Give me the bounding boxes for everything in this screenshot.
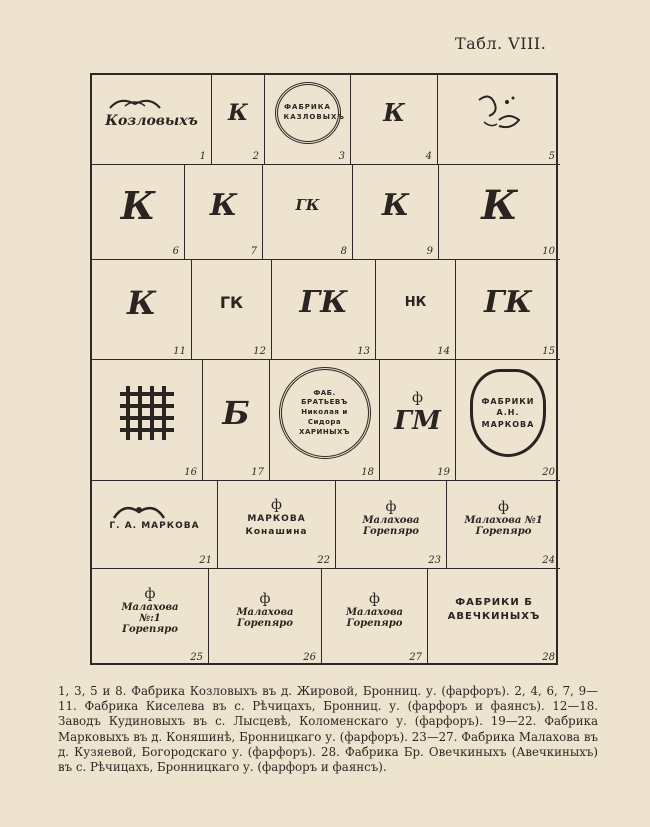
monogram: К xyxy=(381,187,410,223)
shield-stamp: ФАБРИКИ А.Н. МАРКОВА xyxy=(470,369,546,457)
mark-cell-3 xyxy=(265,75,351,165)
mark-cell-28 xyxy=(428,569,560,665)
cell-number: 3 xyxy=(338,151,345,162)
round-stamp: ФАБ. БРАТЬЕВЪ Николая и Сидора ХАРИНЫХЪ xyxy=(279,367,371,459)
cell-number: 18 xyxy=(361,467,374,478)
mark-cell-6 xyxy=(92,165,185,260)
mark-text: Малахова Горепяро xyxy=(345,607,404,629)
mark-cell-8 xyxy=(263,165,353,260)
monogram: ГК xyxy=(299,285,348,320)
mark-text: Малахова №1 Горепяро xyxy=(464,514,543,537)
mark-cell-16 xyxy=(92,360,203,481)
cell-number: 16 xyxy=(184,467,197,478)
mark-cell-7 xyxy=(185,165,263,260)
mark-cell-20 xyxy=(456,360,560,481)
cell-number: 1 xyxy=(199,151,206,162)
crown-icon: ф xyxy=(498,498,509,515)
marks-grid xyxy=(90,73,558,665)
cell-number: 12 xyxy=(253,346,266,357)
monogram: ГМ xyxy=(394,406,441,436)
monogram: К xyxy=(227,99,248,126)
round-stamp: ФАБРИКА КАЗЛОВЫХЪ xyxy=(275,82,341,144)
mark-cell-27 xyxy=(322,569,428,665)
plate-label: Табл. VIII. xyxy=(455,34,547,53)
cell-number: 24 xyxy=(542,555,555,566)
cell-number: 15 xyxy=(542,346,555,357)
mark-cell-25 xyxy=(92,569,209,665)
monogram: Б xyxy=(222,394,250,432)
cell-number: 9 xyxy=(426,246,433,257)
cell-number: 27 xyxy=(409,652,422,663)
monogram: К xyxy=(209,187,238,223)
mark-cell-21 xyxy=(92,481,218,569)
mark-cell-14 xyxy=(376,260,456,360)
monogram: К xyxy=(383,98,405,127)
mark-cell-19 xyxy=(380,360,456,481)
crown-icon: ф xyxy=(369,591,380,607)
cell-number: 19 xyxy=(437,467,450,478)
mark-cell-4 xyxy=(351,75,438,165)
plate-caption xyxy=(58,684,598,775)
mark-cell-10 xyxy=(439,165,560,260)
cell-number: 5 xyxy=(548,151,555,162)
cell-number: 7 xyxy=(250,246,257,257)
monogram: К xyxy=(126,283,157,322)
mark-cell-24 xyxy=(447,481,560,569)
mark-cell-22 xyxy=(218,481,336,569)
mark-text: ФАБРИКИ Б АВЕЧКИНЫХЪ xyxy=(447,597,541,622)
mark-cell-11 xyxy=(92,260,192,360)
cell-number: 20 xyxy=(542,467,555,478)
mark-text: Малахова Горепяро xyxy=(362,514,420,537)
crown-icon: ф xyxy=(144,585,156,602)
mark-text: Малахова Горепяро xyxy=(236,607,294,629)
mark-cell-13 xyxy=(272,260,376,360)
cell-number: 11 xyxy=(173,346,186,357)
crown-ornament-icon xyxy=(105,96,165,110)
mark-cell-5 xyxy=(438,75,560,165)
cell-number: 2 xyxy=(252,151,259,162)
flourish-icon xyxy=(469,90,529,136)
crown-icon: ф xyxy=(271,496,282,513)
mark-cell-1 xyxy=(92,75,212,165)
mark-cell-2 xyxy=(212,75,265,165)
mark-cell-9 xyxy=(353,165,439,260)
cell-number: 28 xyxy=(542,652,555,663)
crown-icon: ф xyxy=(259,591,271,607)
cell-number: 4 xyxy=(425,151,432,162)
monogram: ГК xyxy=(295,196,320,214)
cell-number: 23 xyxy=(428,555,441,566)
crown-icon: ф xyxy=(385,498,397,515)
cell-number: 21 xyxy=(199,555,212,566)
cell-number: 22 xyxy=(317,555,330,566)
crown-icon: ф xyxy=(412,390,423,406)
mark-cell-18 xyxy=(270,360,380,481)
mark-cell-12 xyxy=(192,260,272,360)
caption-text: 1, 3, 5 и 8. Фабрика Козловыхъ въ д. Жировой, Бронниц. у. (фарфоръ). 2, 4, 6, 7, 9—11. Фабрика Киселева въ с. Рѣчицахъ, Бронниц. у. (фарфоръ и фаянсъ). 12—18. Заводъ Кудиновыхъ въ с. Лысцевѣ, Коломенскаго у. (фарфоръ). 19—22. Фабрика Марковыхъ въ д. Коняшинѣ, Бронницкаго у. (фарфоръ). 23—27. Фабрика Малахова въ д. Кузяевой, Богородскаго у. (фарфоръ). 28. Фабрика Бр. Овечкиныхъ (Авечкиныхъ) въ с. Рѣчицахъ, Бронницкаго у. (фарфоръ и фаянсъ). xyxy=(58,684,598,775)
cell-number: 13 xyxy=(357,346,370,357)
mark-text: МАРКОВА Конашина xyxy=(245,513,308,537)
monogram: НК xyxy=(404,295,427,310)
cell-number: 14 xyxy=(437,346,450,357)
eagle-icon xyxy=(109,502,169,520)
monogram: ГК xyxy=(219,293,244,312)
kozlovykh-script: Козловыхъ xyxy=(105,113,198,129)
cell-number: 25 xyxy=(190,652,203,663)
mark-text: Малахова №:1 Горепяро xyxy=(121,601,179,635)
lattice-mark-icon xyxy=(116,382,178,444)
mark-cell-17 xyxy=(203,360,270,481)
cell-number: 26 xyxy=(303,652,316,663)
mark-cell-23 xyxy=(336,481,447,569)
cell-number: 17 xyxy=(251,467,264,478)
cell-number: 6 xyxy=(172,246,179,257)
mark-cell-15 xyxy=(456,260,560,360)
cell-number: 8 xyxy=(340,246,347,257)
monogram: К xyxy=(120,182,156,228)
cell-number: 10 xyxy=(542,246,555,257)
mark-text: Г. А. МАРКОВА xyxy=(109,521,200,532)
monogram: ГК xyxy=(483,285,532,320)
monogram: К xyxy=(481,181,518,229)
mark-cell-26 xyxy=(209,569,322,665)
